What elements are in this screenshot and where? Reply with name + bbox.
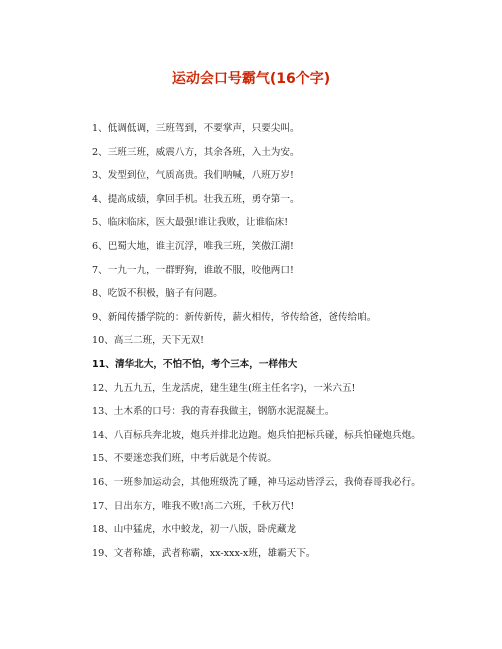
list-item: 13、土木系的口号：我的青春我做主，钢筋水泥混凝土。	[92, 406, 335, 418]
list-item: 12、九五九五，生龙活虎，建生建生(班主任名字)，一米六五!	[92, 382, 356, 394]
list-item: 17、日出东方，唯我不败!高二六班，千秋万代!	[92, 500, 295, 512]
list-item-highlighted: 11、清华北大，不怕不怕，考个三本，一样伟大	[92, 358, 298, 370]
list-item: 7、一九一九，一群野狗，谁敢不服，咬他两口!	[92, 264, 294, 276]
list-item: 19、文者称雄，武者称霸，xx-xxx-x班，雄霸天下。	[92, 547, 316, 559]
list-item: 2、三班三班，威震八方，其余各班，入土为安。	[92, 146, 300, 158]
list-item: 18、山中猛虎，水中蛟龙，初一八版，卧虎藏龙	[92, 524, 297, 536]
list-item: 10、高三二班，天下无双!	[92, 335, 205, 347]
list-item: 4、提高成绩，拿回手机。壮我五班，勇夺第一。	[92, 193, 300, 205]
document-title: 运动会口号霸气(16个字)	[171, 71, 331, 87]
slogan-list	[92, 117, 492, 565]
list-item: 1、低调低调，三班驾到，不要掌声，只要尖叫。	[92, 123, 300, 134]
list-item: 9、新闻传播学院的：新传新传，薪火相传，爷传给爸，爸传给咱。	[92, 311, 377, 323]
list-item: 6、巴蜀大地，谁主沉浮，唯我三班，笑傲江湖!	[92, 240, 294, 252]
list-item: 14、八百标兵奔北坡，炮兵并排北边跑。炮兵怕把标兵碰，标兵怕碰炮兵炮。	[92, 429, 421, 441]
list-item: 5、临床临床，医大最强!谁让我败，让谁临床!	[92, 217, 289, 229]
list-item: 8、吃饭不积极，脑子有问题。	[92, 288, 223, 300]
list-item: 15、不要迷恋我们班，中考后就是个传说。	[92, 453, 277, 465]
list-item: 3、发型到位，气质高贵。我们呐喊，八班万岁!	[92, 170, 294, 182]
list-item: 16、一班参加运动会，其他班级洗了睡，神马运动皆浮云，我倚春哥我必行。	[92, 476, 421, 488]
